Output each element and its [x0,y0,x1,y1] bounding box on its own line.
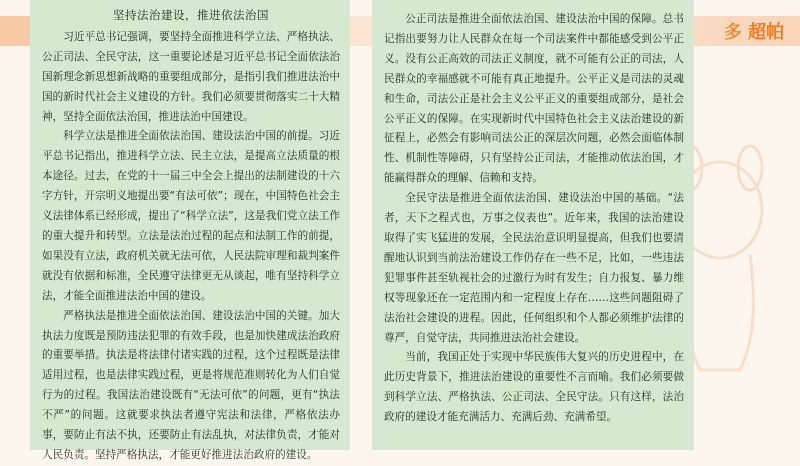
paragraph: 当前，我国正处于实现中华民族伟大复兴的历史进程中，在此历史背景下，推进法治建设的重要性不言而喻。我们必须要做到科学立法、严格执法、公正司法、全民守法。只有这样，法治政府的建设才能充满活力、充满后劲、充满希望。 [384,351,684,424]
brand-partial-char: 多 [724,22,742,43]
paragraph: 习近平总书记强调，要坚持全面推进科学立法、严格执法、公正司法、全民守法，这一重要论述是习近平总书记全面依法治国新理念新思想新战略的重要组成部分，是指引我们推进法治中国的新时代社会主义建设的方针。我们必须要贯彻落实二十大精神，坚持全面依法治国，推进法治中国建设。 [42,30,340,123]
brand-text: 超帕 [748,22,784,43]
paragraph: 全民守法是推进全面依法治国、建设法治中国的基础。“法者，天下之程式也，万事之仪表也”。近年来，我国的法治建设取得了实飞猛进的发展，全民法治意识明显提高，但我们也要清醒地认识到当前法治建设工作仍存在一些不足，比如，一些违法犯罪事件甚至轨视社会的过激行为时有发生；自力报复、暴力维权等现象还在一定范围内和一定程度上存在……这些问题阻碍了法治社会建设的进程。因此，任何组织和个人都必须维护法律的尊严，自觉守法，共同推进法治社会建设。 [384,192,684,344]
document-page-right [372,0,694,450]
paragraph: 科学立法是推进全面依法治国、建设法治中国的前提。习近平总书记指出，推进科学立法、民主立法，是提高立法质量的根本途径。过去，在党的十一届三中全会上提出的法制建设的十六字方针，开宗明义地提出要“有法可依”；现在，中国特色社会主义法律体系已经形成，提出了“科学立法”，这是我们党立法工作的重大提升和转型。立法是法治过程的起点和法制工作的前提，如果没有立法，政府机关就无法可依，人民法院审理和裁判案件就没有依据和标准，全民遵守法律更无从谈起，唯有坚持科学立法，才能全面推进法治中国的建设。 [42,130,340,302]
paragraph: 公正司法是推进全面依法治国、建设法治中国的保障。总书记指出要努力让人民群众在每一个司法案件中都能感受到公平正义。没有公正高效的司法正义制度，就不可能有公正的司法，人民群众的幸福感就不可能有真正地提升。公平正义是司法的灵魂和生命，司法公正是社会主义公平正义的重要组成部分，是社会公平正义的保障。在实现新时代中国特色社会主义法治建设的新征程上，必然会有影响司法公正的深层次问题，必然会面临体制性、机制性等障碍，只有坚持公正司法，才能推动依法治国，才能赢得群众的理解、信赖和支持。 [384,13,684,185]
brand-logo [724,18,784,44]
paragraph: 严格执法是推进全面依法治国、建设法治中国的关键。加大执法力度既是预防违法犯罪的有效手段，也是加快建成法治政府的重要举措。执法是将法律付诸实践的过程，这个过程既是法律适用过程，也是法律实践过程，更是将规范准则转化为人们自觉行为的过程。我国法治建设既有“无法可依”的问题，更有“执法不严”的问题。这就要求执法者遵守宪法和法律，严格依法办事，要防止有法不执，还要防止有法乱执，对法律负责，才能对人民负责。坚持严格执法，才能更好推进法治政府的建设。 [42,309,340,461]
page-title: 坚持法治建设，推进依法治国 [113,8,269,22]
document-page-left [30,0,350,461]
